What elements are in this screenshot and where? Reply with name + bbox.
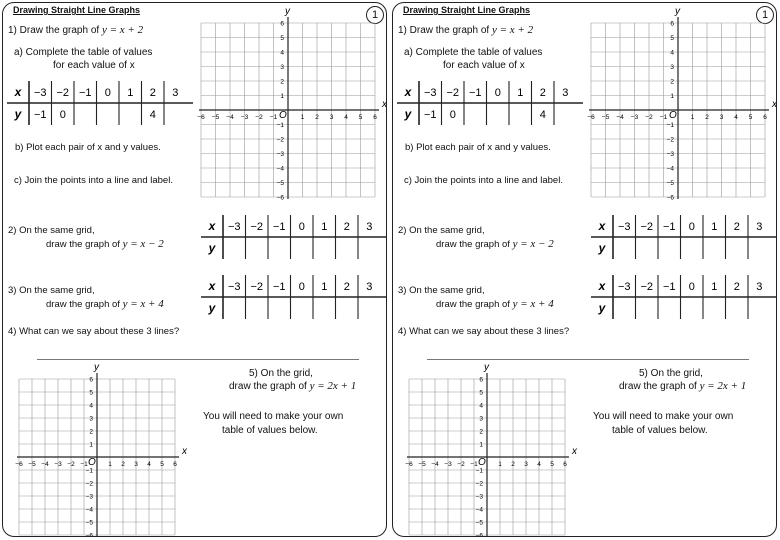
x-tick-label: −1 [470, 461, 478, 468]
q3-label: 3) On the same grid, [398, 285, 485, 296]
q3-prompt [46, 299, 164, 310]
y-tick-label: −2 [475, 480, 483, 488]
x-tick-label: 5 [748, 114, 753, 121]
y-tick-label: 1 [280, 93, 284, 100]
q5-label: 5) On the grid, [249, 368, 313, 379]
x-tick-label: 5 [160, 461, 164, 468]
x-tick-label: −6 [405, 461, 413, 468]
y-tick-label: −3 [475, 493, 483, 501]
x-tick-label: 2 [511, 461, 515, 468]
table-x-value: 1 [711, 221, 718, 233]
y-tick-label: 3 [479, 415, 483, 423]
y-tick-label: 2 [89, 428, 93, 436]
q5-prompt [229, 381, 356, 392]
origin-label: O [279, 110, 287, 121]
table-x-value: 3 [756, 281, 763, 293]
q2-line2: draw the graph of [46, 239, 120, 250]
x-tick-label: −3 [444, 461, 452, 468]
q5-prompt [619, 381, 746, 392]
table-x-value: 3 [366, 221, 373, 233]
x-tick-label: −5 [418, 461, 426, 468]
table-x-value: 3 [756, 221, 763, 233]
q1-label: 1) Draw the graph of [8, 25, 100, 36]
y-tick-label: 3 [280, 64, 284, 71]
q5-note: You will need to make your own [593, 411, 734, 422]
x-tick-label: −2 [645, 114, 653, 121]
x-axis-label: x [572, 446, 577, 457]
y-tick-label: −5 [666, 180, 674, 187]
q5-note-line2: table of values below. [222, 425, 318, 436]
y-tick-label: 2 [670, 78, 674, 86]
coordinate-grid-main [197, 6, 387, 213]
x-tick-label: 4 [537, 461, 541, 468]
y-tick-label: 3 [89, 415, 93, 423]
table-y-value: 4 [539, 109, 546, 121]
table-x-value: −3 [617, 221, 631, 233]
q1-equation: y = x + 2 [101, 24, 144, 36]
x-tick-label: −4 [41, 461, 49, 468]
y-axis-label: y [484, 362, 489, 373]
table-x-value: 1 [127, 87, 134, 99]
q5-line2: draw the graph of [619, 381, 697, 392]
table-x-value: 3 [366, 281, 373, 293]
x-tick-label: −5 [601, 114, 610, 121]
x-tick-label: 6 [173, 461, 177, 468]
x-tick-label: −2 [457, 461, 465, 468]
x-tick-label: −4 [226, 114, 234, 121]
y-tick-label: −1 [85, 467, 93, 475]
q1-part-a: a) Complete the table of values [14, 47, 153, 58]
q3-value-table [201, 275, 387, 321]
x-tick-label: 2 [121, 461, 125, 468]
q1-part-c: c) Join the points into a line and label. [404, 175, 563, 186]
x-tick-label: 5 [358, 114, 363, 121]
x-tick-label: −6 [197, 114, 205, 121]
y-tick-label: −1 [276, 122, 284, 129]
table-x-value: 0 [688, 281, 695, 293]
q1-prompt [398, 25, 533, 36]
table-x-value: 0 [298, 221, 305, 233]
coordinate-grid-q5 [395, 359, 585, 540]
table-y-value: −1 [423, 109, 437, 121]
x-tick-label: −2 [67, 461, 75, 468]
table-x-value: −3 [33, 87, 47, 99]
table-x-header: x [208, 219, 216, 233]
q1-part-b: b) Plot each pair of x and y values. [15, 142, 161, 153]
q1-label: 1) Draw the graph of [398, 25, 490, 36]
y-tick-label: 2 [479, 428, 483, 436]
x-tick-label: −3 [54, 461, 62, 468]
worksheet-panel [392, 2, 777, 540]
y-tick-label: −2 [276, 136, 284, 144]
x-axis-label: x [772, 99, 777, 110]
x-axis-label: x [382, 99, 387, 110]
y-tick-label: −2 [666, 136, 674, 144]
worksheet-title: Drawing Straight Line Graphs [403, 5, 531, 15]
table-x-value: −2 [640, 221, 654, 233]
q3-equation: y = x + 4 [122, 298, 164, 310]
q3-equation: y = x + 4 [512, 298, 554, 310]
coordinate-grid-q5 [5, 359, 195, 540]
q5-note-line2: table of values below. [612, 425, 708, 436]
table-y-value: 4 [149, 109, 156, 121]
y-tick-label: 6 [670, 20, 674, 28]
x-tick-label: −4 [616, 114, 624, 121]
table-x-value: 0 [298, 281, 305, 293]
q1-value-table [7, 81, 193, 127]
table-x-value: 2 [733, 221, 740, 233]
table-x-value: 0 [688, 221, 695, 233]
table-x-value: −3 [617, 281, 631, 293]
q2-label: 2) On the same grid, [8, 225, 95, 236]
q5-equation: y = 2x + 1 [699, 380, 747, 392]
y-tick-label: −6 [276, 194, 284, 202]
x-tick-label: −6 [15, 461, 23, 468]
origin-label: O [669, 110, 677, 121]
table-x-value: −3 [227, 221, 241, 233]
x-tick-label: −3 [630, 114, 639, 121]
x-tick-label: −3 [240, 114, 249, 121]
coordinate-grid-main [587, 6, 777, 213]
worksheet-panel [2, 2, 387, 540]
x-tick-label: 3 [524, 461, 528, 468]
table-y-value: −1 [33, 109, 47, 121]
y-axis-label: y [675, 6, 680, 17]
table-x-value: 3 [562, 87, 569, 99]
sheet-number-badge: 1 [366, 6, 384, 24]
y-tick-label: −1 [475, 467, 483, 475]
table-x-value: −1 [272, 221, 286, 233]
x-tick-label: 3 [134, 461, 138, 468]
table-x-header: x [598, 279, 606, 293]
q1-part-b: b) Plot each pair of x and y values. [405, 142, 551, 153]
y-tick-label: 3 [670, 64, 674, 71]
origin-label: O [478, 457, 486, 468]
x-tick-label: −5 [28, 461, 36, 468]
q5-equation: y = 2x + 1 [309, 380, 357, 392]
x-tick-label: 1 [300, 114, 305, 121]
y-tick-label: 4 [280, 49, 284, 57]
table-y-header: y [14, 107, 22, 121]
q3-label: 3) On the same grid, [8, 285, 95, 296]
sheet-number-badge: 1 [756, 6, 774, 24]
x-tick-label: 6 [563, 461, 567, 468]
q5-note: You will need to make your own [203, 411, 344, 422]
x-tick-label: 4 [734, 114, 738, 121]
table-x-value: −2 [56, 87, 70, 99]
y-tick-label: 2 [280, 78, 284, 86]
x-tick-label: 4 [344, 114, 348, 121]
y-tick-label: −5 [276, 180, 284, 187]
table-x-header: x [14, 85, 22, 99]
table-x-value: 1 [321, 281, 328, 293]
x-tick-label: −6 [587, 114, 595, 121]
table-x-value: 1 [517, 87, 524, 99]
table-x-value: −1 [662, 221, 676, 233]
y-tick-label: −3 [85, 493, 93, 501]
table-x-value: −1 [272, 281, 286, 293]
q2-equation: y = x − 2 [512, 238, 554, 250]
q3-line2: draw the graph of [46, 299, 120, 310]
table-x-value: −1 [662, 281, 676, 293]
q3-prompt [436, 299, 554, 310]
x-tick-label: 4 [147, 461, 151, 468]
q4-question: 4) What can we say about these 3 lines? [8, 326, 180, 337]
x-tick-label: −1 [659, 114, 668, 121]
table-y-header: y [598, 241, 606, 255]
y-tick-label: −6 [666, 194, 674, 202]
x-axis-label: x [182, 446, 187, 457]
x-tick-label: −5 [211, 114, 220, 121]
q2-line2: draw the graph of [436, 239, 510, 250]
y-tick-label: −5 [85, 519, 93, 527]
y-tick-label: −4 [276, 165, 284, 173]
table-x-value: 0 [494, 87, 501, 99]
q2-prompt [436, 239, 554, 250]
q1-value-table [397, 81, 583, 127]
y-tick-label: 5 [89, 389, 93, 397]
y-tick-label: 4 [670, 49, 674, 57]
y-tick-label: 1 [670, 93, 674, 100]
q1-part-a-line2: for each value of x [53, 60, 135, 71]
y-tick-label: 1 [89, 441, 93, 449]
table-y-header: y [598, 301, 606, 315]
table-x-value: −2 [640, 281, 654, 293]
y-tick-label: 5 [670, 35, 674, 42]
table-x-value: 3 [172, 87, 179, 99]
y-tick-label: 6 [479, 376, 483, 384]
x-tick-label: 6 [373, 114, 377, 121]
q1-part-a: a) Complete the table of values [404, 47, 543, 58]
y-tick-label: 5 [479, 389, 483, 397]
y-axis-label: y [94, 362, 99, 373]
q2-equation: y = x − 2 [122, 238, 164, 250]
table-y-header: y [404, 107, 412, 121]
origin-label: O [88, 457, 96, 468]
worksheet-title: Drawing Straight Line Graphs [13, 5, 141, 15]
y-tick-label: 4 [89, 402, 93, 410]
y-axis-label: y [285, 6, 290, 17]
y-tick-label: 6 [89, 376, 93, 384]
q1-prompt [8, 25, 143, 36]
table-y-value: 0 [449, 109, 456, 121]
q4-question: 4) What can we say about these 3 lines? [398, 326, 570, 337]
q1-part-a-line2: for each value of x [443, 60, 525, 71]
table-x-header: x [404, 85, 412, 99]
table-x-value: −2 [250, 221, 264, 233]
y-tick-label: 4 [479, 402, 483, 410]
x-tick-label: −4 [431, 461, 439, 468]
y-tick-label: −4 [475, 506, 483, 514]
x-tick-label: 1 [498, 461, 502, 468]
table-x-value: −2 [250, 281, 264, 293]
y-tick-label: −6 [475, 532, 483, 540]
x-tick-label: −2 [255, 114, 263, 121]
table-y-header: y [208, 241, 216, 255]
q2-label: 2) On the same grid, [398, 225, 485, 236]
y-tick-label: 6 [280, 20, 284, 28]
y-tick-label: −1 [666, 122, 674, 129]
table-x-value: −1 [468, 87, 482, 99]
y-tick-label: −4 [666, 165, 674, 173]
table-x-value: −3 [227, 281, 241, 293]
q2-value-table [201, 215, 387, 261]
q5-line2: draw the graph of [229, 381, 307, 392]
table-x-value: 2 [149, 87, 156, 99]
table-x-value: 0 [104, 87, 111, 99]
q5-label: 5) On the grid, [639, 368, 703, 379]
table-y-header: y [208, 301, 216, 315]
y-tick-label: 5 [280, 35, 284, 42]
q1-part-c: c) Join the points into a line and label. [14, 175, 173, 186]
y-tick-label: −6 [85, 532, 93, 540]
table-x-value: −3 [423, 87, 437, 99]
y-tick-label: −4 [85, 506, 93, 514]
q2-prompt [46, 239, 164, 250]
y-tick-label: −3 [276, 151, 284, 158]
table-x-value: 2 [343, 281, 350, 293]
x-tick-label: 6 [763, 114, 767, 121]
q2-value-table [591, 215, 777, 261]
x-tick-label: −1 [80, 461, 88, 468]
table-x-value: −2 [446, 87, 460, 99]
q3-value-table [591, 275, 777, 321]
table-x-value: −1 [78, 87, 92, 99]
table-x-value: 2 [733, 281, 740, 293]
q1-equation: y = x + 2 [491, 24, 534, 36]
x-tick-label: 1 [690, 114, 695, 121]
y-tick-label: −2 [85, 480, 93, 488]
q3-line2: draw the graph of [436, 299, 510, 310]
y-tick-label: −3 [666, 151, 674, 158]
x-tick-label: 3 [329, 114, 334, 121]
table-x-value: 2 [539, 87, 546, 99]
y-tick-label: 1 [479, 441, 483, 449]
x-tick-label: 5 [550, 461, 554, 468]
x-tick-label: 2 [705, 114, 709, 121]
x-tick-label: 2 [315, 114, 319, 121]
y-tick-label: −5 [475, 519, 483, 527]
table-x-value: 1 [321, 221, 328, 233]
x-tick-label: −1 [269, 114, 278, 121]
table-y-value: 0 [59, 109, 66, 121]
x-tick-label: 1 [108, 461, 112, 468]
table-x-value: 1 [711, 281, 718, 293]
table-x-value: 2 [343, 221, 350, 233]
x-tick-label: 3 [719, 114, 724, 121]
table-x-header: x [598, 219, 606, 233]
table-x-header: x [208, 279, 216, 293]
